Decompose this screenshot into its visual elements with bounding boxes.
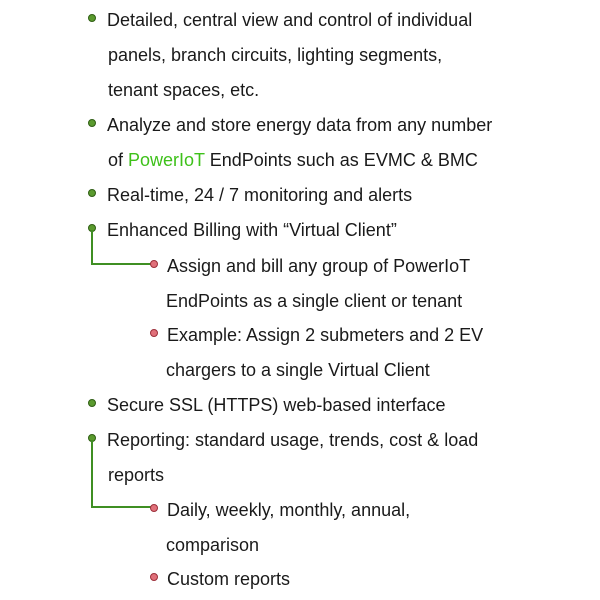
bullet-red-icon bbox=[150, 504, 158, 512]
bullet-3-line-1: Real-time, 24 / 7 monitoring and alerts bbox=[107, 185, 413, 205]
poweriot-brand-text: PowerIoT bbox=[128, 150, 205, 170]
bullet-green-icon bbox=[88, 14, 96, 22]
bullet-green-icon bbox=[88, 189, 96, 197]
bullet-red-icon bbox=[150, 329, 158, 337]
bullet-4-line-1: Enhanced Billing with “Virtual Client” bbox=[107, 220, 397, 240]
bullet-green-icon bbox=[88, 119, 96, 127]
bullet-2-line-2 bbox=[108, 149, 478, 171]
bullet-5-line-1: Secure SSL (HTTPS) web-based interface bbox=[107, 395, 446, 415]
bullet-4-sub-1-line-1: Assign and bill any group of PowerIoT bbox=[167, 256, 471, 276]
sub-list-connector bbox=[91, 440, 151, 508]
bullet-6-sub-2-line-1: Custom reports bbox=[167, 569, 291, 589]
bullet-6-sub-1-line-2: comparison bbox=[166, 535, 260, 555]
bullet-1-line-1: Detailed, central view and control of individual bbox=[107, 10, 473, 30]
bullet-2-suffix: EndPoints such as EVMC & BMC bbox=[204, 150, 478, 170]
bullet-6-sub-1-line-1: Daily, weekly, monthly, annual, bbox=[167, 500, 411, 520]
bullet-6-line-1: Reporting: standard usage, trends, cost & load bbox=[107, 430, 479, 450]
bullet-1-line-2: panels, branch circuits, lighting segments, bbox=[108, 45, 443, 65]
bullet-4-sub-2-line-2: chargers to a single Virtual Client bbox=[166, 360, 430, 380]
sub-list-connector bbox=[91, 230, 151, 265]
bullet-green-icon bbox=[88, 399, 96, 407]
bullet-red-icon bbox=[150, 573, 158, 581]
bullet-red-icon bbox=[150, 260, 158, 268]
bullet-1-line-3: tenant spaces, etc. bbox=[108, 80, 260, 100]
bullet-6-line-2: reports bbox=[108, 465, 165, 485]
bullet-2-line-1: Analyze and store energy data from any number bbox=[107, 115, 493, 135]
bullet-2-prefix: of bbox=[108, 150, 129, 170]
bullet-4-sub-2-line-1: Example: Assign 2 submeters and 2 EV bbox=[167, 325, 484, 345]
bullet-4-sub-1-line-2: EndPoints as a single client or tenant bbox=[166, 291, 463, 311]
